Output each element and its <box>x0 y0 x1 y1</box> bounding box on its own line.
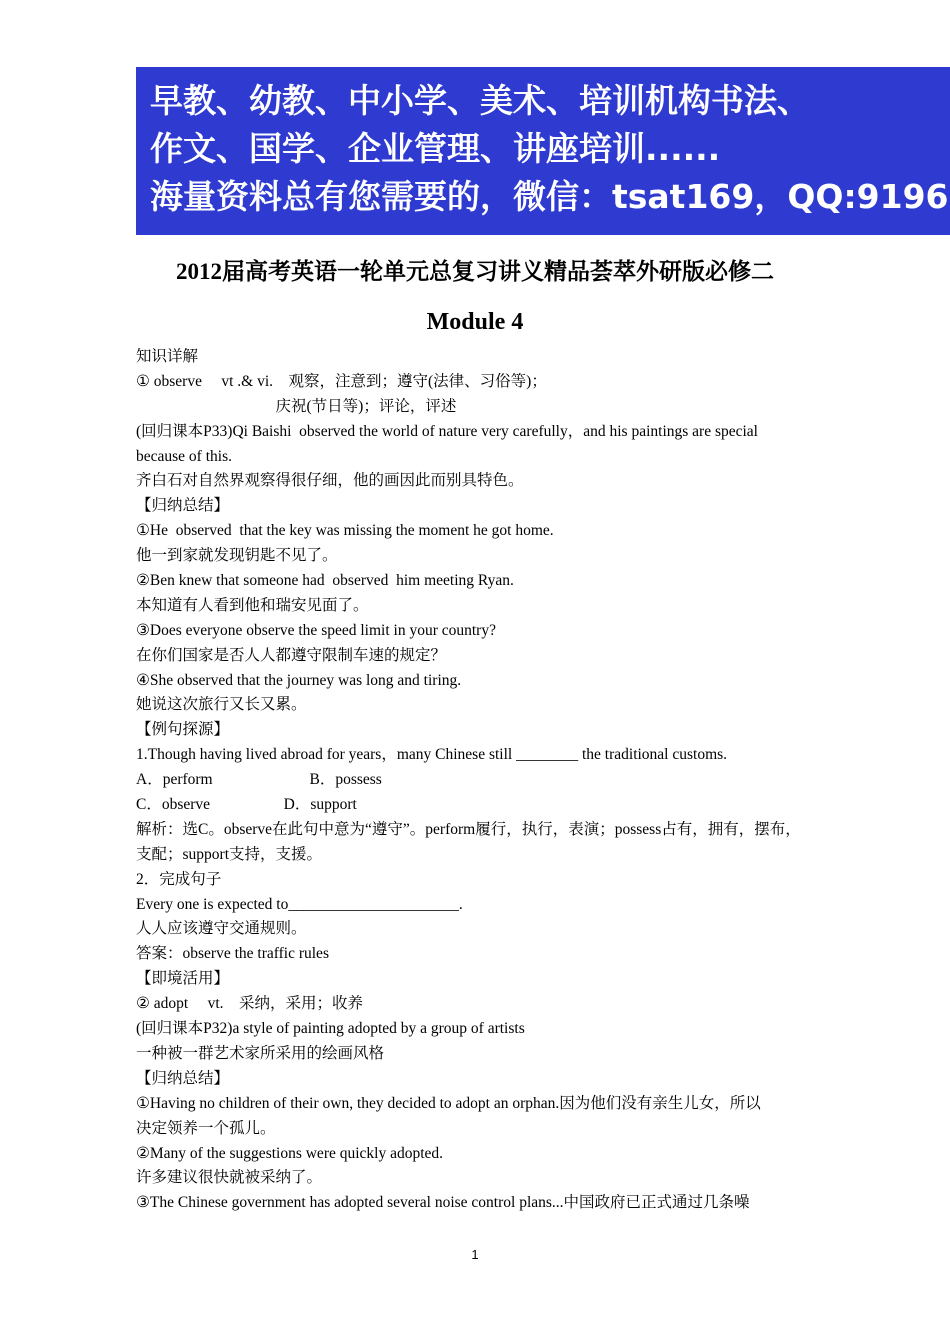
text-line: 齐白石对自然界观察得很仔细，他的画因此而别具特色。 <box>136 472 524 490</box>
text-line: 庆祝(节日等)；评论，评述 <box>136 397 457 415</box>
text-line: ④She observed that the journey was long and tiring. <box>136 671 462 689</box>
text-line: Every one is expected to______________________. <box>136 895 463 913</box>
text-line: 人人应该遵守交通规则。 <box>136 920 307 938</box>
text-line: A．perform B．possess <box>136 771 382 789</box>
text-line: (回归课本P32)a style of painting adopted by a group of artists <box>136 1020 525 1038</box>
text-line: ①He observed that the key was missing the moment he got home. <box>136 522 554 540</box>
text-line: 1.Though having lived abroad for years，many Chinese still ________ the traditional customs. <box>136 746 728 764</box>
text-line: 2．完成句子 <box>136 870 222 888</box>
text-line: 许多建议很快就被采纳了。 <box>136 1169 323 1187</box>
text-line: 他一到家就发现钥匙不见了。 <box>136 547 338 565</box>
text-line: (回归课本P33)Qi Baishi observed the world of nature very carefully，and his paintings are special <box>136 422 758 440</box>
text-line: 答案：observe the traffic rules <box>136 945 329 963</box>
text-line: 决定领养一个孤儿。 <box>136 1119 276 1137</box>
text-line: ②Many of the suggestions were quickly adopted. <box>136 1144 444 1162</box>
text-line: 她说这次旅行又长又累。 <box>136 696 307 714</box>
text-line: ② adopt vt. 采纳，采用；收养 <box>136 995 364 1013</box>
text-line: C．observe D．support <box>136 796 357 814</box>
text-line: 解析：选C。observe在此句中意为“遵守”。perform履行，执行，表演；possess占有，拥有，摆布， <box>136 820 801 838</box>
text-line: 一种被一群艺术家所采用的绘画风格 <box>136 1044 385 1062</box>
ad-banner <box>136 67 950 235</box>
page-number: 1 <box>471 1247 479 1262</box>
text-line: 知识详解 <box>136 348 199 365</box>
text-line: ① observe vt .& vi. 观察，注意到；遵守(法律、习俗等)； <box>136 372 547 390</box>
text-line: 【例句探源】 <box>136 721 230 739</box>
text-line: ③Does everyone observe the speed limit in your country? <box>136 621 496 639</box>
text-line: 【即境活用】 <box>136 970 230 988</box>
text-line: ③The Chinese government has adopted several noise control plans...中国政府已正式通过几条噪 <box>136 1194 750 1212</box>
module-title: Module 4 <box>426 309 524 335</box>
banner-line: 早教、幼教、中小学、美术、培训机构书法、 <box>150 81 810 120</box>
document-title: 2012届高考英语一轮单元总复习讲义精品荟萃外研版必修二 <box>176 259 774 284</box>
banner-line: 作文、国学、企业管理、讲座培训...... <box>150 129 721 168</box>
text-line: ②Ben knew that someone had observed him meeting Ryan. <box>136 572 514 590</box>
text-line: 【归纳总结】 <box>136 1069 230 1087</box>
text-line: 在你们国家是否人人都遵守限制车速的规定？ <box>136 646 447 664</box>
banner-line: 海量资料总有您需要的，微信：tsat169，QQ:9196 <box>150 177 949 216</box>
text-line: 【归纳总结】 <box>136 497 230 515</box>
text-line: 本知道有人看到他和瑞安见面了。 <box>136 596 369 614</box>
text-line: because of this. <box>136 447 232 465</box>
document-body <box>136 345 826 1216</box>
text-line: 支配；support支持，支援。 <box>136 845 323 863</box>
text-line: ①Having no children of their own, they decided to adopt an orphan.因为他们没有亲生儿女，所以 <box>136 1094 761 1112</box>
